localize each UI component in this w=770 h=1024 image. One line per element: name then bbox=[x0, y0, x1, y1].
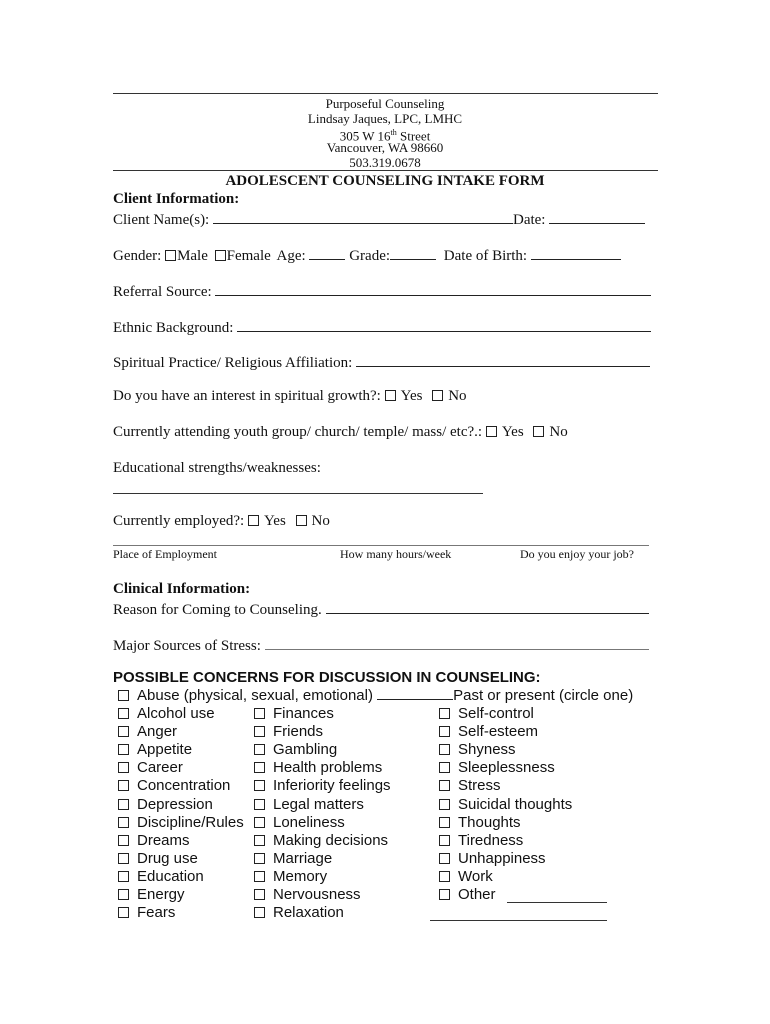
concern-item bbox=[254, 759, 382, 776]
concern-item bbox=[254, 868, 327, 885]
form-title: ADOLESCENT COUNSELING INTAKE FORM bbox=[225, 173, 545, 189]
concern-checkbox[interactable] bbox=[254, 726, 265, 737]
concern-label: Nervousness bbox=[273, 886, 361, 903]
concern-checkbox[interactable] bbox=[254, 871, 265, 882]
concern-label: Legal matters bbox=[273, 795, 364, 813]
concern-checkbox[interactable] bbox=[439, 780, 450, 791]
spiritual-field[interactable] bbox=[356, 352, 650, 367]
concern-checkbox[interactable] bbox=[118, 871, 129, 882]
referral-label: Referral Source: bbox=[113, 284, 212, 300]
grade-field[interactable] bbox=[390, 245, 436, 260]
concern-checkbox[interactable] bbox=[118, 726, 129, 737]
concern-label: Appetite bbox=[137, 741, 193, 759]
youth-group-yes-checkbox[interactable] bbox=[486, 426, 497, 437]
concern-checkbox[interactable] bbox=[439, 853, 450, 864]
concern-item bbox=[439, 723, 538, 740]
concern-checkbox[interactable] bbox=[439, 871, 450, 882]
concern-label: Suicidal thoughts bbox=[458, 795, 573, 813]
concern-item bbox=[439, 741, 516, 758]
concern-item bbox=[118, 705, 215, 722]
concern-checkbox[interactable] bbox=[118, 817, 129, 828]
concern-checkbox[interactable] bbox=[439, 726, 450, 737]
concern-label: Discipline/Rules bbox=[137, 813, 244, 831]
concern-item bbox=[254, 904, 344, 921]
age-label: Age: bbox=[276, 248, 306, 264]
concern-label: Anger bbox=[137, 723, 178, 741]
concern-checkbox[interactable] bbox=[118, 853, 129, 864]
no-label: No bbox=[448, 388, 467, 404]
demographics-row bbox=[113, 245, 621, 265]
stress-label: Major Sources of Stress: bbox=[113, 638, 261, 654]
concern-checkbox[interactable] bbox=[254, 708, 265, 719]
abuse-row bbox=[118, 687, 633, 704]
edu-label: Educational strengths/weaknesses: bbox=[113, 460, 321, 476]
concern-item bbox=[118, 759, 183, 776]
top-rule bbox=[113, 93, 658, 94]
spiritual-growth-row bbox=[113, 388, 467, 405]
concern-item bbox=[439, 850, 546, 867]
concern-label: Energy bbox=[137, 886, 185, 903]
concern-label: Relaxation bbox=[273, 904, 344, 922]
concern-item bbox=[118, 796, 213, 813]
concern-item bbox=[118, 741, 192, 758]
concern-checkbox[interactable] bbox=[439, 817, 450, 828]
employment-field[interactable] bbox=[113, 545, 649, 546]
no-label: No bbox=[311, 513, 330, 529]
concern-checkbox[interactable] bbox=[254, 817, 265, 828]
concern-checkbox[interactable] bbox=[254, 780, 265, 791]
concern-checkbox[interactable] bbox=[439, 835, 450, 846]
concern-label: Finances bbox=[273, 705, 334, 722]
spiritual-growth-no-checkbox[interactable] bbox=[432, 390, 443, 401]
concern-label: Unhappiness bbox=[458, 849, 546, 867]
concern-label: Loneliness bbox=[273, 813, 345, 831]
concern-item bbox=[118, 904, 175, 921]
referral-row bbox=[113, 281, 651, 301]
concern-checkbox[interactable] bbox=[118, 762, 129, 773]
concern-item bbox=[439, 832, 523, 849]
client-name-label: Client Name(s): bbox=[113, 212, 210, 228]
concern-checkbox[interactable] bbox=[254, 762, 265, 773]
concern-checkbox[interactable] bbox=[254, 799, 265, 810]
concerns-title: POSSIBLE CONCERNS FOR DISCUSSION IN COUNSELING: bbox=[113, 669, 541, 686]
spiritual-label: Spiritual Practice/ Religious Affiliation: bbox=[113, 355, 353, 371]
concern-item bbox=[118, 777, 230, 794]
female-label: Female bbox=[226, 248, 271, 264]
concern-label: Stress bbox=[458, 777, 501, 795]
grade-label: Grade: bbox=[349, 248, 391, 264]
hours-week-label: How many hours/week bbox=[340, 547, 452, 561]
client-name-row bbox=[113, 209, 645, 229]
youth-group-row bbox=[113, 424, 568, 441]
male-label: Male bbox=[177, 248, 208, 264]
reason-row bbox=[113, 599, 649, 619]
employed-label: Currently employed?: bbox=[113, 513, 245, 529]
concern-item bbox=[118, 814, 244, 831]
header-rule bbox=[113, 170, 658, 171]
concern-item bbox=[254, 741, 337, 758]
ethnic-field[interactable] bbox=[237, 317, 651, 332]
concern-label: Health problems bbox=[273, 759, 383, 777]
concern-item bbox=[118, 886, 185, 903]
concern-checkbox[interactable] bbox=[118, 744, 129, 755]
client-name-field[interactable] bbox=[213, 209, 513, 224]
client-section-title: Client Information: bbox=[113, 191, 240, 207]
concern-label: Thoughts bbox=[458, 813, 521, 831]
practice-name: Purposeful Counseling bbox=[325, 96, 445, 111]
concern-checkbox[interactable] bbox=[254, 853, 265, 864]
concern-checkbox[interactable] bbox=[118, 835, 129, 846]
concern-item bbox=[254, 886, 361, 903]
therapist-name: Lindsay Jaques, LPC, LMHC bbox=[307, 111, 463, 126]
date-field[interactable] bbox=[549, 209, 645, 224]
concern-label: Inferiority feelings bbox=[273, 777, 391, 795]
stress-field[interactable] bbox=[265, 635, 649, 650]
concern-checkbox[interactable] bbox=[254, 835, 265, 846]
spiritual-row bbox=[113, 352, 650, 372]
enjoy-job-label: Do you enjoy your job? bbox=[520, 547, 634, 561]
abuse-checkbox[interactable] bbox=[118, 690, 129, 701]
concern-checkbox[interactable] bbox=[118, 799, 129, 810]
concern-checkbox[interactable] bbox=[118, 907, 129, 918]
concern-label: Work bbox=[458, 867, 493, 885]
concern-item bbox=[439, 796, 572, 813]
youth-group-label: Currently attending youth group/ church/ temple/ mass/ etc?.: bbox=[113, 424, 483, 440]
concern-item bbox=[439, 705, 534, 722]
employed-row bbox=[113, 513, 330, 530]
concern-item bbox=[439, 814, 521, 831]
concern-label: Self-control bbox=[458, 705, 534, 722]
concern-checkbox[interactable] bbox=[439, 744, 450, 755]
other-field[interactable] bbox=[507, 902, 607, 903]
yes-label: Yes bbox=[400, 388, 423, 404]
spiritual-growth-label: Do you have an interest in spiritual growth?: bbox=[113, 388, 381, 404]
dob-field[interactable] bbox=[531, 245, 621, 260]
concern-label: Sleeplessness bbox=[458, 759, 555, 777]
abuse-field[interactable] bbox=[377, 687, 453, 700]
employed-yes-checkbox[interactable] bbox=[248, 515, 259, 526]
dob-label: Date of Birth: bbox=[443, 248, 528, 264]
age-field[interactable] bbox=[309, 245, 345, 260]
employed-no-checkbox[interactable] bbox=[296, 515, 307, 526]
concern-item bbox=[439, 868, 493, 885]
concern-checkbox[interactable] bbox=[439, 889, 450, 900]
concern-checkbox[interactable] bbox=[254, 907, 265, 918]
concern-item bbox=[254, 850, 332, 867]
concern-item bbox=[439, 886, 496, 903]
concern-item bbox=[439, 759, 555, 776]
referral-field[interactable] bbox=[215, 281, 651, 296]
concern-item bbox=[254, 723, 323, 740]
concern-label: Tiredness bbox=[458, 831, 524, 849]
place-employment-label: Place of Employment bbox=[113, 547, 217, 561]
concern-item bbox=[118, 850, 198, 867]
youth-group-no-checkbox[interactable] bbox=[533, 426, 544, 437]
concern-checkbox[interactable] bbox=[439, 799, 450, 810]
concern-checkbox[interactable] bbox=[118, 780, 129, 791]
concern-label: Fears bbox=[137, 904, 176, 922]
concern-label: Concentration bbox=[137, 777, 231, 795]
concern-item bbox=[118, 868, 204, 885]
concern-item bbox=[254, 705, 334, 722]
gender-label: Gender: bbox=[113, 248, 162, 264]
practice-phone: 503.319.0678 bbox=[349, 155, 421, 170]
concern-checkbox[interactable] bbox=[439, 708, 450, 719]
date-label: Date: bbox=[512, 212, 546, 228]
concern-item bbox=[254, 832, 388, 849]
concern-item bbox=[118, 832, 190, 849]
clinical-section-title: Clinical Information: bbox=[113, 581, 251, 597]
concern-label: Memory bbox=[273, 867, 328, 885]
past-present-label: Past or present (circle one) bbox=[453, 687, 634, 704]
reason-label: Reason for Coming to Counseling. bbox=[113, 602, 322, 618]
ethnic-label: Ethnic Background: bbox=[113, 320, 234, 336]
concern-label: Career bbox=[137, 759, 183, 777]
concern-label: Gambling bbox=[273, 741, 338, 759]
edu-field[interactable] bbox=[113, 493, 483, 494]
yes-label: Yes bbox=[501, 424, 524, 440]
other-extra-field[interactable] bbox=[430, 920, 607, 921]
concern-checkbox[interactable] bbox=[118, 708, 129, 719]
no-label: No bbox=[549, 424, 568, 440]
concern-label: Alcohol use bbox=[137, 705, 215, 722]
concern-checkbox[interactable] bbox=[439, 762, 450, 773]
concern-label: Shyness bbox=[458, 741, 516, 759]
concern-label: Other bbox=[458, 886, 496, 903]
practice-city: Vancouver, WA 98660 bbox=[326, 140, 444, 155]
female-checkbox[interactable] bbox=[215, 250, 226, 261]
concern-item bbox=[254, 814, 345, 831]
concern-item bbox=[118, 723, 177, 740]
concern-item bbox=[439, 777, 501, 794]
yes-label: Yes bbox=[263, 513, 286, 529]
concern-label: Making decisions bbox=[273, 831, 389, 849]
concern-item bbox=[254, 777, 391, 794]
concern-checkbox[interactable] bbox=[118, 889, 129, 900]
concern-label: Dreams bbox=[137, 831, 190, 849]
concern-checkbox[interactable] bbox=[254, 889, 265, 900]
male-checkbox[interactable] bbox=[165, 250, 176, 261]
reason-field[interactable] bbox=[326, 599, 649, 614]
practice-address: 305 W 16th Street bbox=[339, 128, 431, 144]
concern-label: Marriage bbox=[273, 849, 333, 867]
concern-label: Friends bbox=[273, 723, 324, 741]
ethnic-row bbox=[113, 317, 651, 337]
concern-label: Drug use bbox=[137, 849, 198, 867]
concern-label: Education bbox=[137, 867, 204, 885]
abuse-label: Abuse (physical, sexual, emotional) bbox=[137, 687, 373, 704]
concern-item bbox=[254, 796, 364, 813]
concern-label: Self-esteem bbox=[458, 723, 539, 741]
stress-row bbox=[113, 635, 649, 655]
spiritual-growth-yes-checkbox[interactable] bbox=[385, 390, 396, 401]
concern-label: Depression bbox=[137, 795, 213, 813]
concern-checkbox[interactable] bbox=[254, 744, 265, 755]
